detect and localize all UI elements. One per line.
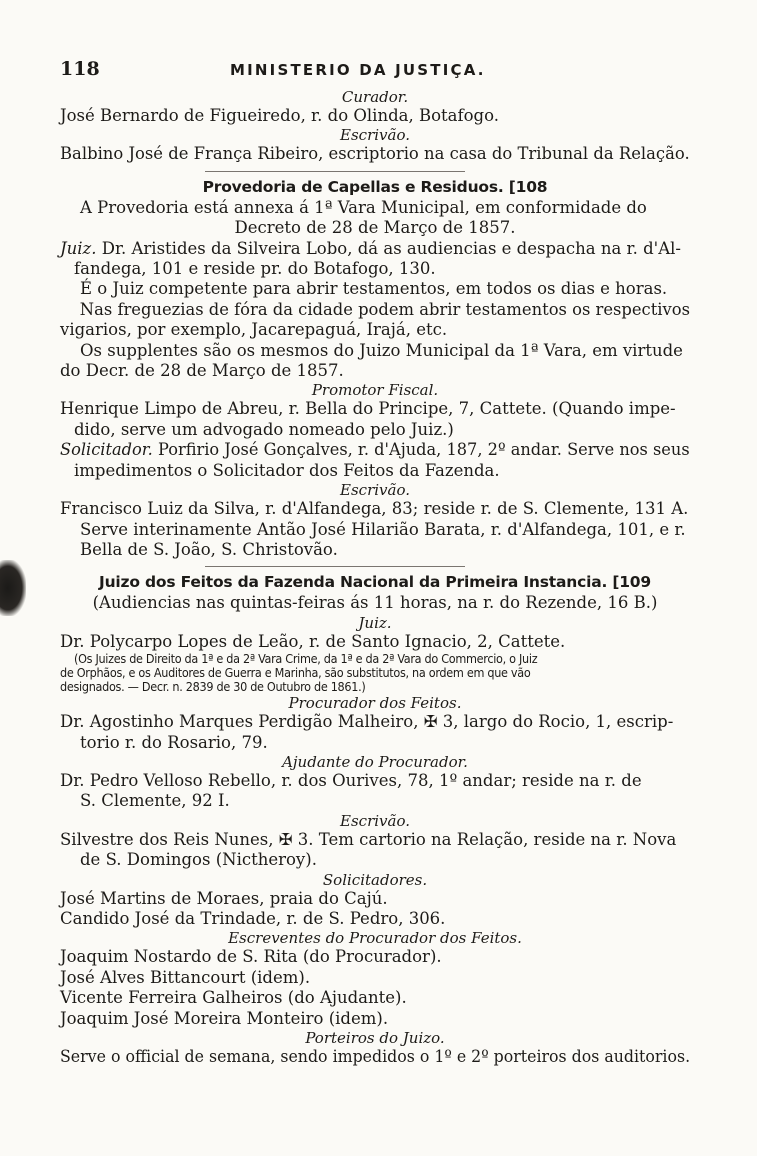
paragraph-line: José Alves Bittancourt (idem). <box>60 967 311 987</box>
paragraph-line: Decreto de 28 de Março de 1857. <box>234 218 516 238</box>
note-line: de Orphãos, e os Auditores de Guerra e Marinha, são substitutos, na ordem em que vão <box>60 665 531 681</box>
paragraph-line: Nas freguezias de fóra da cidade podem abrir testamentos os respectivos <box>79 299 690 319</box>
paragraph-line: Serve interinamente Antão José Hilarião Barata, r. d'Alfandega, 101, e r. <box>80 519 686 539</box>
section-label-escrivao: Escrivão. <box>340 126 410 145</box>
paragraph-line: Dr. Agostinho Marques Perdigão Malheiro, ✠ 3, largo do Rocio, 1, escrip- <box>60 712 674 732</box>
page-header <box>60 58 690 88</box>
paragraph-line: vigarios, por exemplo, Jacarepaguá, Irajá, etc. <box>60 320 448 340</box>
paragraph-line: de S. Domingos (Nictheroy). <box>80 850 317 870</box>
inline-label-juiz: Juiz. <box>60 238 97 258</box>
paragraph-line: torio r. do Rosario, 79. <box>80 732 268 752</box>
paragraph-line: Bella de S. João, S. Christovão. <box>80 539 338 559</box>
inline-label-solicitador: Solicitador. <box>60 440 153 460</box>
section-label-procurador: Procurador dos Feitos. <box>288 694 462 713</box>
paragraph-line: (Audiencias nas quintas-feiras ás 11 horas, na r. do Rezende, 16 B.) <box>92 593 658 613</box>
section-label-escreventes: Escreventes do Procurador dos Feitos. <box>228 929 522 948</box>
paragraph-line: Silvestre dos Reis Nunes, ✠ 3. Tem cartorio na Relação, reside na r. Nova <box>60 829 677 849</box>
paragraph-line: Vicente Ferreira Galheiros (do Ajudante). <box>60 988 407 1008</box>
section-heading-fazenda: Juizo dos Feitos da Fazenda Nacional da Primeira Instancia. [109 <box>99 573 651 592</box>
paragraph-line: Serve o official de semana, sendo impedidos o 1º e 2º porteiros dos auditorios. <box>60 1047 691 1066</box>
section-label-ajudante: Ajudante do Procurador. <box>282 752 468 771</box>
paragraph-line: fandega, 101 e reside pr. do Botafogo, 130. <box>74 259 436 279</box>
entry-text: Porfirio José Gonçalves, r. d'Ajuda, 187, 2º andar. Serve nos seus <box>152 440 690 460</box>
paragraph-line: Joaquim José Moreira Monteiro (idem). <box>60 1008 389 1028</box>
section-label-escrivao: Escrivão. <box>340 811 410 830</box>
entry-solicitador <box>60 440 690 460</box>
entry-juiz: Dr. Polycarpo Lopes de Leão, r. de Santo Ignacio, 2, Cattete. <box>60 631 566 651</box>
paragraph-line: Francisco Luiz da Silva, r. d'Alfandega, 83; reside r. de S. Clemente, 131 A. <box>60 499 689 519</box>
entry-text: Dr. Aristides da Silveira Lobo, dá as audiencias e despacha na r. d'Al- <box>96 238 681 258</box>
entry-escrivao: Balbino José de França Ribeiro, escriptorio na casa do Tribunal da Relação. <box>60 144 690 164</box>
paragraph-line: A Provedoria está annexa á 1ª Vara Municipal, em conformidade do <box>80 197 647 217</box>
section-label-porteiros: Porteiros do Juizo. <box>305 1029 445 1047</box>
paragraph-line: É o Juiz competente para abrir testamentos, em todos os dias e horas. <box>80 279 668 299</box>
ink-blot <box>0 560 26 616</box>
section-label-juiz: Juiz. <box>358 613 392 632</box>
running-title: MINISTERIO DA JUSTIÇA. <box>230 61 486 79</box>
divider <box>205 171 465 172</box>
paragraph-line: do Decr. de 28 de Março de 1857. <box>60 361 344 381</box>
note-line: (Os Juizes de Direito da 1ª e da 2ª Vara Crime, da 1ª e da 2ª Vara do Commercio, o Juiz <box>74 651 538 667</box>
paragraph-line: S. Clemente, 92 I. <box>80 791 230 811</box>
paragraph-line: dido, serve um advogado nomeado pelo Juiz.) <box>74 419 454 439</box>
document-page <box>60 58 690 1067</box>
section-label-escrivao: Escrivão. <box>340 481 410 500</box>
note-line: designados. — Decr. n. 2839 de 30 de Outubro de 1861.) <box>60 679 366 695</box>
divider <box>205 566 465 567</box>
entry-juiz <box>60 239 690 259</box>
paragraph-line: Dr. Pedro Velloso Rebello, r. dos Ourives, 78, 1º andar; reside na r. de <box>60 770 642 790</box>
paragraph-line: Henrique Limpo de Abreu, r. Bella do Principe, 7, Cattete. (Quando impe- <box>60 399 676 419</box>
page-number: 118 <box>60 58 100 80</box>
entry-curador: José Bernardo de Figueiredo, r. do Olinda, Botafogo. <box>60 106 499 125</box>
paragraph-line: impedimentos o Solicitador dos Feitos da Fazenda. <box>74 460 500 480</box>
paragraph-line: Joaquim Nostardo de S. Rita (do Procurador). <box>60 947 442 967</box>
paragraph-line: Candido José da Trindade, r. de S. Pedro, 306. <box>60 908 446 928</box>
section-label-curador: Curador. <box>341 88 409 106</box>
section-heading-provedoria: Provedoria de Capellas e Residuos. [108 <box>202 177 548 196</box>
section-label-promotor: Promotor Fiscal. <box>311 381 439 400</box>
section-label-solicitadores: Solicitadores. <box>322 870 428 889</box>
paragraph-line: Os supplentes são os mesmos do Juizo Municipal da 1ª Vara, em virtude <box>80 340 683 360</box>
paragraph-line: José Martins de Moraes, praia do Cajú. <box>60 888 388 908</box>
